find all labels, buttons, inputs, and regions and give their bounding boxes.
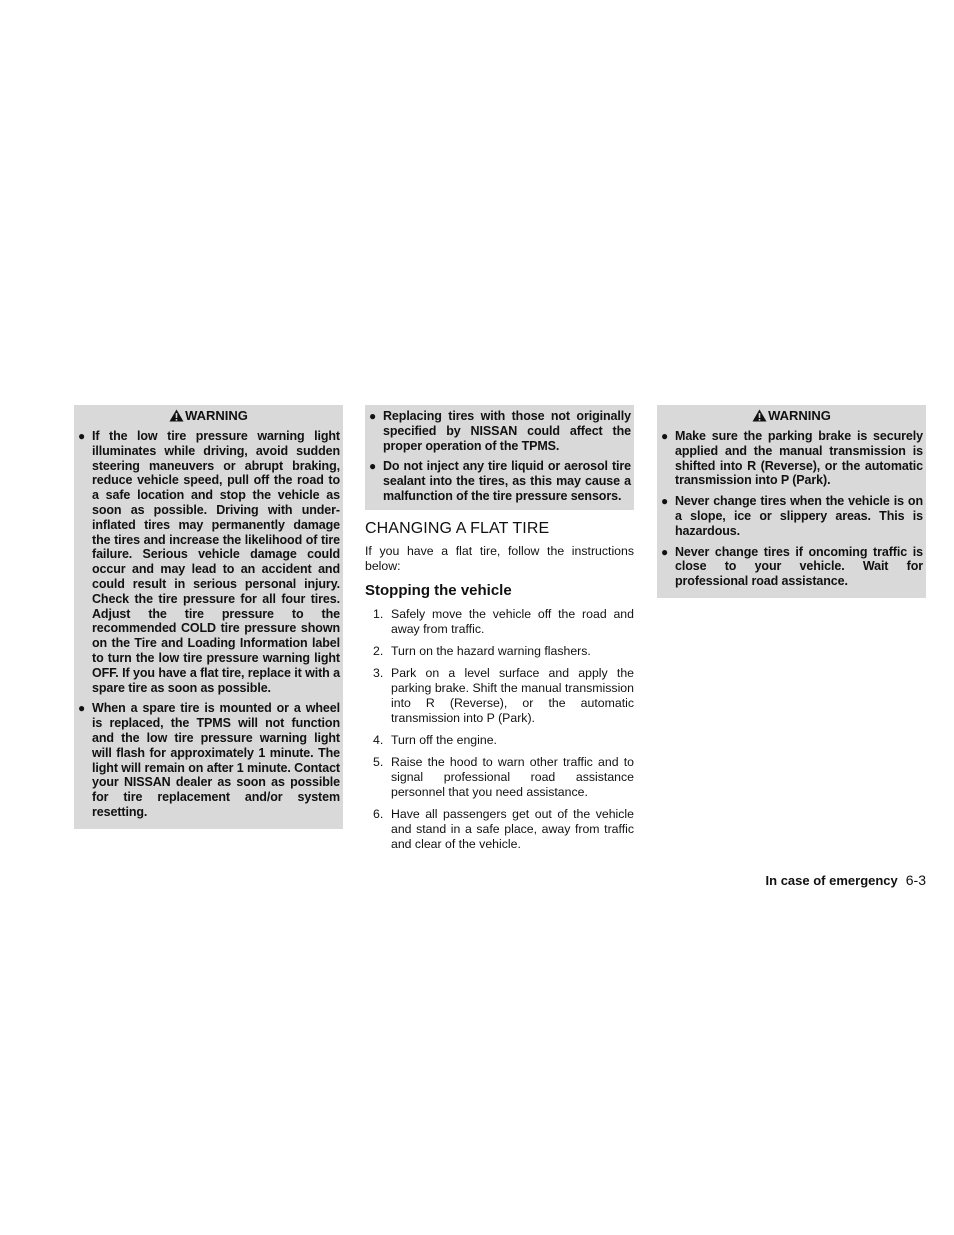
step-item [365,607,634,637]
step-number: 4. [373,732,384,747]
step-item [365,644,634,659]
warning-item [657,429,923,488]
step-number: 6. [373,806,384,821]
column-left [74,405,343,829]
column-middle [365,405,634,859]
warning-box-parking [657,405,926,598]
warning-item [657,545,923,589]
warning-item-text: When a spare tire is mounted or a wheel is replaced, the TPMS will not function and the low tire pressure warning light will flash for approximately 1 minute. The light will remain on after 1 minute. Contact your NISSAN dealer as soon as possible for tire replacement and/or system resetting. [92,701,340,819]
sub-heading: Stopping the vehicle [365,581,512,599]
bullet-icon: ● [661,429,669,443]
step-item [365,666,634,726]
warning-header [74,405,343,429]
footer-section-title: In case of emergency [765,873,898,888]
page-footer [766,872,926,888]
warning-list [74,429,343,820]
warning-header [657,405,926,429]
step-item [365,755,634,800]
warning-list [365,409,634,504]
step-number: 5. [373,754,384,769]
warning-box-tpms [74,405,343,829]
step-item [365,807,634,852]
bullet-icon: ● [78,701,86,716]
warning-list [657,429,926,589]
step-number: 3. [373,665,384,680]
warning-item-text: Never change tires if oncoming traffic is close to your vehicle. Wait for professional road assistance. [675,544,923,589]
bullet-icon: ● [78,429,86,443]
step-text: Have all passengers get out of the vehicle and stand in a safe place, away from traffic and clear of the vehicle. [391,806,634,851]
page-number: 6-3 [905,872,926,888]
bullet-icon: ● [661,494,669,509]
steps-list [365,607,634,852]
warning-item-text: Never change tires when the vehicle is on a slope, ice or slippery areas. This is hazardous. [675,494,923,538]
warning-title: WARNING [185,408,248,423]
warning-item [657,494,923,538]
warning-triangle-icon [752,409,767,422]
bullet-icon: ● [369,459,377,474]
column-right [657,405,926,598]
step-text: Park on a level surface and apply the parking brake. Shift the manual transmission into R (Reverse), or the automatic transmission into P (Park). [391,665,634,725]
warning-item-text: Replacing tires with those not originally specified by NISSAN could affect the proper operation of the TPMS. [383,409,631,453]
step-number: 2. [373,643,384,658]
warning-item [74,429,340,695]
step-number: 1. [373,606,384,621]
section-heading: CHANGING A FLAT TIRE [365,519,550,537]
warning-item [74,701,340,819]
warning-item-text: Make sure the parking brake is securely applied and the manual transmission is shifted into R (Reverse), or the automatic transmission into P (Park). [675,429,923,488]
warning-triangle-icon [169,409,184,422]
step-item [365,733,634,748]
step-text: Turn off the engine. [391,732,497,747]
step-text: Raise the hood to warn other traffic and to signal professional road assistance personnel that you need assistance. [391,754,634,799]
warning-item-text: If the low tire pressure warning light illuminates while driving, avoid sudden steering maneuvers or abrupt braking, reduce vehicle speed, pull off the road to a safe location and stop the vehicle as soon as possible. Driving with under-inflated tires may permanently damage the tires and increase the likelihood of tire failure. Serious vehicle damage could occur and may lead to an accident and could result in serious personal injury. Check the tire pressure for all four tires. Adjust the tire pressure to the recommended COLD tire pressure shown on the Tire and Loading Information label to turn the low tire pressure warning light OFF. If you have a flat tire, replace it with a spare tire as soon as possible. [92,429,340,695]
intro-paragraph: If you have a flat tire, follow the instructions below: [365,543,634,573]
warning-box-continued [365,405,634,510]
warning-title: WARNING [768,408,831,423]
bullet-icon: ● [369,409,377,423]
step-text: Turn on the hazard warning flashers. [391,643,591,658]
warning-item-text: Do not inject any tire liquid or aerosol tire sealant into the tires, as this may cause a malfunction of the tire pressure sensors. [383,459,631,503]
bullet-icon: ● [661,544,669,559]
warning-item [365,409,631,453]
step-text: Safely move the vehicle off the road and away from traffic. [391,606,634,636]
warning-item [365,459,631,503]
